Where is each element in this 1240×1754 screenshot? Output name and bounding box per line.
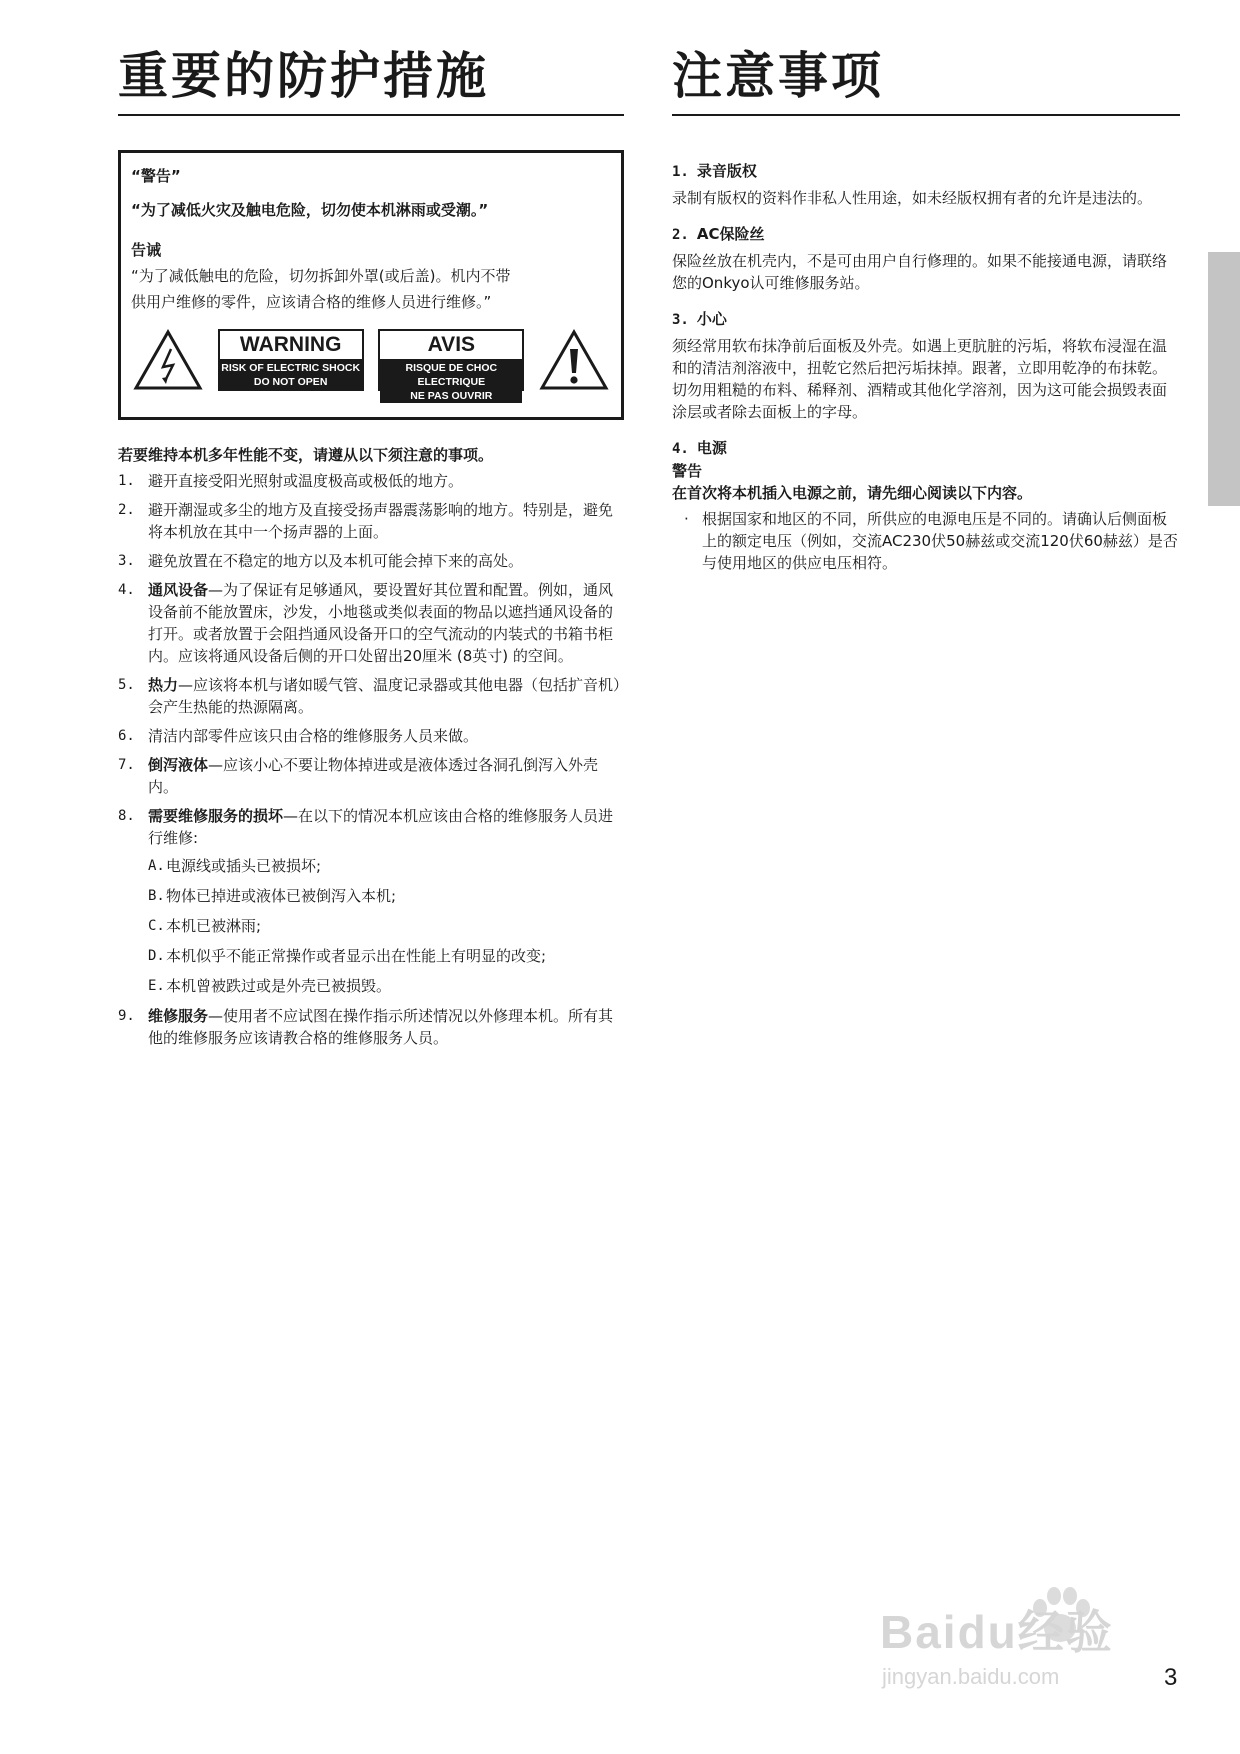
warning-label-title: WARNING — [220, 331, 362, 361]
section-body: 须经常用软布抹净前后面板及外壳。如遇上更肮脏的污垢，将软布浸湿在温和的清洁剂溶液中，扭乾它然后把污垢抹掉。跟著，立即用乾净的布抹乾。切勿用粗糙的布料、稀释剂、酒精或其他化学溶剂，因为这可能会损毁表面涂层或者除去面板上的字母。 — [672, 337, 1168, 421]
sub-list-item: C. 本机已被淋雨; — [148, 917, 262, 935]
avis-label-line-2: NE PAS OUVRIR — [410, 390, 493, 402]
notice-text-line-2: 供用户维修的零件，应该请合格的维修人员进行维修。” — [131, 293, 492, 311]
list-item: 2. 避开潮湿或多尘的地方及直接受扬声器震荡影响的地方。特别是，避免将本机放在其中一个扬声器的上面。 — [118, 501, 614, 541]
list-item: 4. 通风设备—为了保证有足够通风，要设置好其位置和配置。例如，通风设备前不能放置床，沙发，小地毯或类似表面的物品以遮挡通风设备的打开。或者放置于会阻挡通风设备开口的空气流动的内装式的书箱书柜内。应该将通风设备后侧的开口处留出20厘米 (8英寸) 的空间。 — [118, 581, 614, 665]
section-heading: 4. 电源 — [672, 439, 727, 457]
sub-list-item: B. 物体已掉进或液体已被倒泻入本机; — [148, 887, 397, 905]
list-item: 9. 维修服务—使用者不应试图在操作指示所述情况以外修理本机。所有其他的维修服务应该请教合格的维修服务人员。 — [118, 1007, 614, 1047]
watermark-url: jingyan.baidu.com — [882, 1664, 1060, 1689]
section-heading: 3. 小心 — [672, 310, 727, 328]
sub-list-item: E. 本机曾被跌过或是外壳已被损毁。 — [148, 977, 392, 995]
safeguard-list — [118, 470, 624, 1049]
precaution-section-copyright — [672, 160, 1180, 209]
precaution-section-fuse — [672, 223, 1180, 294]
right-column — [672, 40, 1180, 574]
list-item: 1. 避开直接受阳光照射或温度极高或极低的地方。 — [118, 472, 464, 490]
list-item: 3. 避免放置在不稳定的地方以及本机可能会掉下来的高处。 — [118, 552, 524, 570]
list-item: 8. 需要维修服务的损坏—在以下的情况本机应该由合格的维修服务人员进行维修: A. 电源线或插头已被损坏; B. 物体已掉进或液体已被倒泻入本机; C. 本机已被淋雨; D. 本机似乎不能正常操作或者显示出在性能上有明显的改变; E. 本机曾被跌过或是外壳已被损毁。 — [118, 805, 624, 997]
warning-label-line-2: DO NOT OPEN — [253, 376, 328, 388]
page-title-precautions: 注意事项 — [672, 40, 1180, 116]
left-column — [118, 40, 624, 1056]
precaution-section-power — [672, 437, 1180, 574]
list-item: 6. 清洁内部零件应该只由合格的维修服务人员来做。 — [118, 727, 479, 745]
page-number: 3 — [1164, 1664, 1178, 1691]
maintenance-intro: 若要维持本机多年性能不变，请遵从以下须注意的事项。 — [118, 446, 494, 464]
list-item: 7. 倒泻液体—应该小心不要让物体掉进或是液体透过各洞孔倒泻入外壳内。 — [118, 756, 599, 796]
lightning-warning-icon — [133, 329, 203, 391]
notice-label: 告诫 — [131, 241, 162, 259]
page-title-safeguards: 重要的防护措施 — [118, 40, 624, 116]
sub-list-item: D. 本机似乎不能正常操作或者显示出在性能上有明显的改变; — [148, 947, 547, 965]
precaution-section-care — [672, 308, 1180, 423]
exclamation-warning-icon — [539, 329, 609, 391]
section-body: 保险丝放在机壳内，不是可由用户自行修理的。如果不能接通电源，请联络您的Onkyo认可维修服务站。 — [672, 252, 1168, 292]
warning-label-line-1: RISK OF ELECTRIC SHOCK — [221, 362, 361, 374]
sub-list-item: A. 电源线或插头已被损坏; — [148, 857, 322, 875]
warning-box — [118, 150, 624, 420]
avis-label-title: AVIS — [380, 331, 522, 361]
caution-text: “为了减低火灾及触电危险，切勿使本机淋雨或受潮。” — [131, 201, 489, 219]
power-warning-label: 警告 — [672, 462, 703, 480]
side-tab-marker — [1208, 252, 1240, 506]
watermark-brand: Baidu经验 — [880, 1606, 1114, 1658]
warning-label — [218, 329, 364, 391]
section-body: 录制有版权的资料作非私人性用途，如未经版权拥有者的允许是违法的。 — [672, 189, 1153, 207]
caution-label: “警告” — [131, 167, 181, 185]
section-heading: 2. AC保险丝 — [672, 225, 765, 243]
power-warning-text: 在首次将本机插入电源之前，请先细心阅读以下内容。 — [672, 484, 1033, 502]
warning-symbols — [131, 329, 611, 402]
damage-sublist — [148, 855, 624, 997]
notice-text-line-1: “为了减低触电的危险，切勿拆卸外罩(或后盖)。机内不带 — [131, 267, 511, 285]
list-item: 5. 热力—应该将本机与诸如暖气管、温度记录器或其他电器（包括扩音机）会产生热能的热源隔离。 — [118, 676, 621, 716]
power-bullet: · 根据国家和地区的不同，所供应的电源电压是不同的。请确认后侧面板上的额定电压（例如，交流AC230伏50赫兹或交流120伏60赫兹）是否与使用地区的供应电压相符。 — [684, 510, 1178, 572]
avis-label-line-1: RISQUE DE CHOC ELECTRIQUE — [405, 362, 498, 388]
section-heading: 1. 录音版权 — [672, 162, 757, 180]
avis-label — [378, 329, 524, 402]
watermark — [870, 1580, 1170, 1730]
